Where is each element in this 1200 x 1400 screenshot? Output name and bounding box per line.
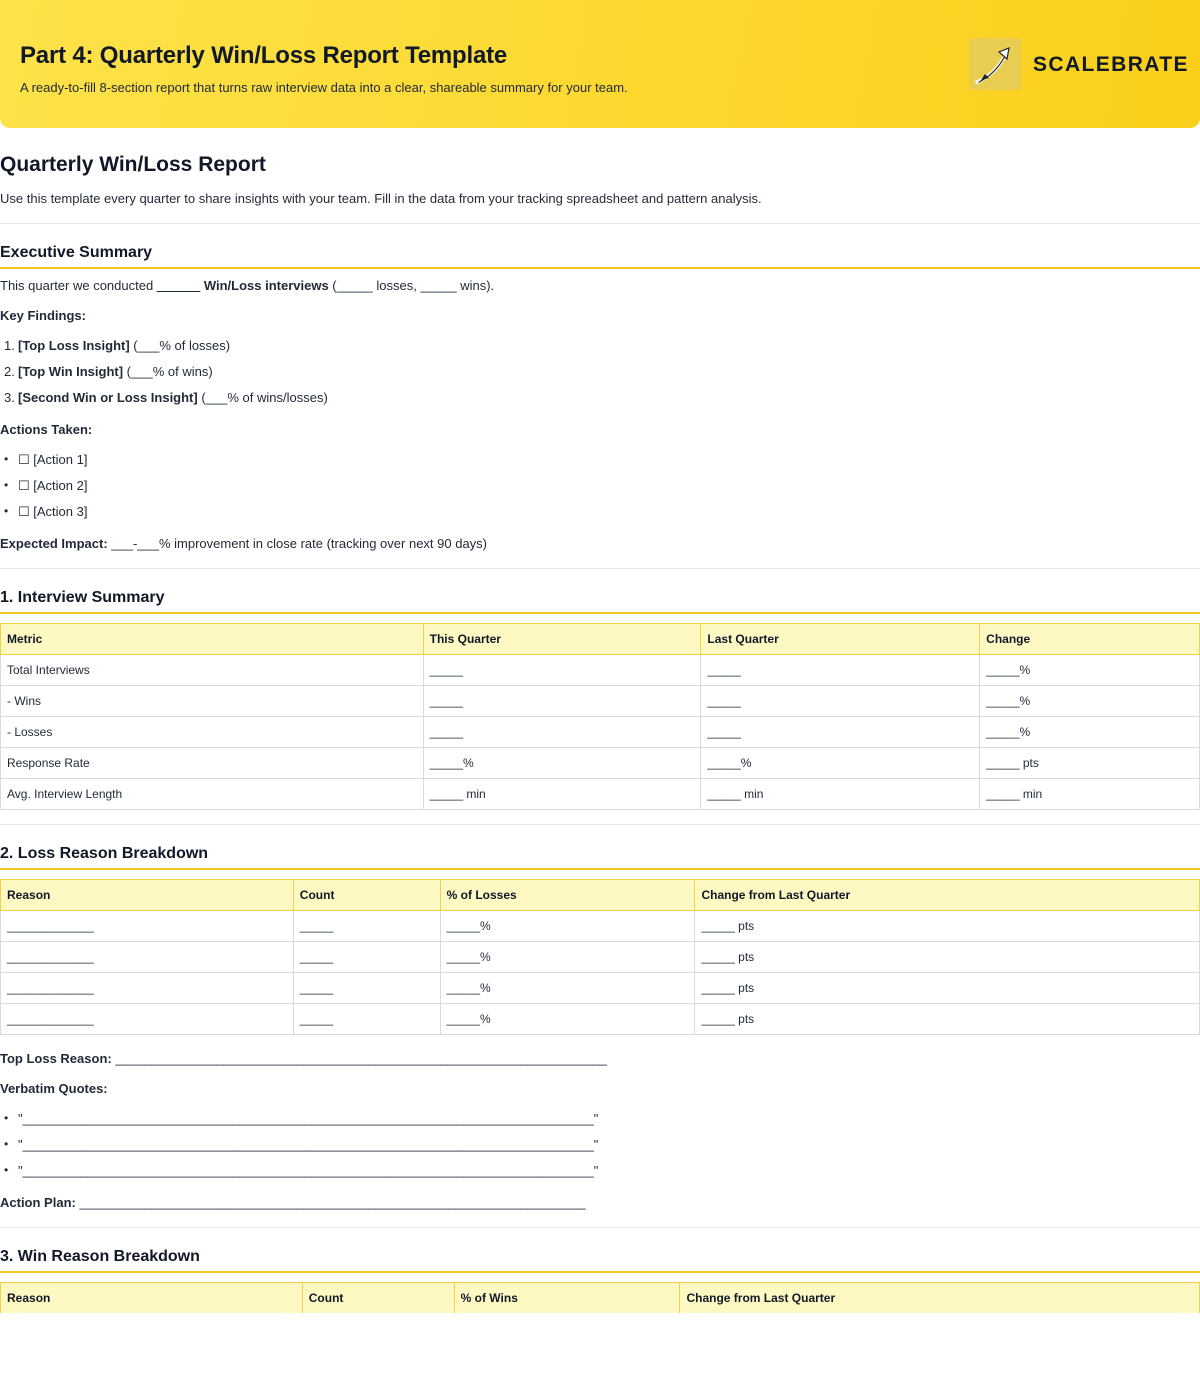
table-cell: _____ xyxy=(701,717,980,748)
action-checkbox-item[interactable]: ☐ [Action 1] xyxy=(18,452,88,467)
loss-reason-table xyxy=(0,879,1200,1035)
table-cell: _____ pts xyxy=(980,748,1200,779)
table-cell: _____ min xyxy=(423,779,701,810)
table-cell: _____ xyxy=(701,686,980,717)
table-row xyxy=(1,911,1200,942)
verbatim-quotes-label: Verbatim Quotes: xyxy=(0,1081,108,1096)
column-header: % of Wins xyxy=(454,1283,680,1314)
column-header: Count xyxy=(293,880,440,911)
table-row xyxy=(1,717,1200,748)
table-cell: Total Interviews xyxy=(1,655,424,686)
table-row xyxy=(1,973,1200,1004)
list-item: 2. [Top Win Insight] (___% of wins) xyxy=(4,364,213,379)
win-reason-table xyxy=(0,1282,1200,1313)
column-header: Last Quarter xyxy=(701,624,980,655)
actions-taken-label: Actions Taken: xyxy=(0,422,93,437)
list-item xyxy=(0,452,87,468)
win-reason-heading: 3. Win Reason Breakdown xyxy=(0,1248,200,1265)
table-row xyxy=(1,779,1200,810)
win-reason-table-clip xyxy=(0,1282,1200,1313)
banner-title: Part 4: Quarterly Win/Loss Report Template xyxy=(20,42,508,69)
table-cell: _____% xyxy=(980,655,1200,686)
interview-count-line: This quarter we conducted ______ Win/Loss interviews (_____ losses, _____ wins). xyxy=(0,278,495,293)
section-rule xyxy=(0,267,1200,269)
table-cell: _____% xyxy=(440,911,695,942)
table-row xyxy=(1,748,1200,779)
column-header: Reason xyxy=(1,1283,303,1314)
table-cell: _____% xyxy=(440,942,695,973)
table-cell: _____ pts xyxy=(695,911,1200,942)
list-item xyxy=(0,504,87,520)
interview-summary-heading: 1. Interview Summary xyxy=(0,589,165,606)
divider xyxy=(0,824,1200,825)
banner-subtitle: A ready-to-fill 8-section report that turns raw interview data into a clear, shareable summary for your team. xyxy=(20,80,628,95)
table-cell: _____% xyxy=(440,973,695,1004)
list-item: • "_______________________________________________________________________________" xyxy=(4,1111,599,1126)
bullet-icon: • xyxy=(4,504,9,518)
table-header-row xyxy=(1,624,1200,655)
brand-name: SCALEBRATE xyxy=(1033,53,1189,76)
table-cell: _____ xyxy=(293,973,440,1004)
table-cell: _____ xyxy=(423,686,701,717)
table-cell: _____% xyxy=(980,686,1200,717)
table-cell: - Wins xyxy=(1,686,424,717)
table-cell: _____ xyxy=(293,911,440,942)
column-header: Metric xyxy=(1,624,424,655)
table-cell: _____% xyxy=(701,748,980,779)
action-checkbox-item[interactable]: ☐ [Action 2] xyxy=(18,478,88,493)
table-cell: _____ pts xyxy=(695,973,1200,1004)
top-loss-reason-line: Top Loss Reason: ____________________________________________________________________ xyxy=(0,1051,607,1066)
interview-summary-table xyxy=(0,623,1200,810)
table-cell: _____ min xyxy=(980,779,1200,810)
table-row xyxy=(1,942,1200,973)
bullet-icon: • xyxy=(4,1163,9,1177)
table-cell: _____% xyxy=(423,748,701,779)
table-cell: _____________ xyxy=(1,911,294,942)
table-row xyxy=(1,686,1200,717)
page-description: Use this template every quarter to share insights with your team. Fill in the data from your tracking spreadsheet and pattern analysis. xyxy=(0,191,762,206)
table-cell: - Losses xyxy=(1,717,424,748)
column-header: Change from Last Quarter xyxy=(680,1283,1200,1314)
table-cell: Response Rate xyxy=(1,748,424,779)
table-cell: _____% xyxy=(440,1004,695,1035)
section-rule xyxy=(0,868,1200,870)
list-item: • "_______________________________________________________________________________" xyxy=(4,1163,599,1178)
table-cell: _____ xyxy=(423,655,701,686)
table-cell: _____________ xyxy=(1,1004,294,1035)
list-item xyxy=(0,478,87,494)
column-header: Change xyxy=(980,624,1200,655)
table-row xyxy=(1,1004,1200,1035)
page-title: Quarterly Win/Loss Report xyxy=(0,153,266,176)
table-cell: _____ pts xyxy=(695,942,1200,973)
column-header: Change from Last Quarter xyxy=(695,880,1200,911)
table-cell: _____________ xyxy=(1,942,294,973)
interview-count-blank: ______ xyxy=(156,278,201,293)
table-cell: _____ xyxy=(293,942,440,973)
list-item: 1. [Top Loss Insight] (___% of losses) xyxy=(4,338,231,353)
table-cell: _____ pts xyxy=(695,1004,1200,1035)
column-header: This Quarter xyxy=(423,624,701,655)
action-plan-line: Action Plan: ______________________________________________________________________ xyxy=(0,1195,586,1210)
column-header: Count xyxy=(302,1283,454,1314)
table-row xyxy=(1,655,1200,686)
table-cell: Avg. Interview Length xyxy=(1,779,424,810)
table-cell: _____ xyxy=(293,1004,440,1035)
table-header-row xyxy=(1,1283,1200,1314)
table-cell: _____ xyxy=(423,717,701,748)
column-header: Reason xyxy=(1,880,294,911)
bullet-icon: • xyxy=(4,478,9,492)
loss-reason-heading: 2. Loss Reason Breakdown xyxy=(0,845,209,862)
table-cell: _____ xyxy=(701,655,980,686)
divider xyxy=(0,223,1200,224)
table-cell: _____ min xyxy=(701,779,980,810)
column-header: % of Losses xyxy=(440,880,695,911)
bullet-icon: • xyxy=(4,1137,9,1151)
rocket-arrow-icon xyxy=(969,38,1021,90)
executive-summary-heading: Executive Summary xyxy=(0,244,153,261)
section-rule xyxy=(0,612,1200,614)
action-checkbox-item[interactable]: ☐ [Action 3] xyxy=(18,504,88,519)
table-header-row xyxy=(1,880,1200,911)
divider xyxy=(0,568,1200,569)
divider xyxy=(0,1227,1200,1228)
bullet-icon: • xyxy=(4,452,9,466)
expected-impact-line: Expected Impact: ___-___% improvement in close rate (tracking over next 90 days) xyxy=(0,536,488,551)
section-rule xyxy=(0,1271,1200,1273)
key-findings-label: Key Findings: xyxy=(0,308,86,323)
table-cell: _____________ xyxy=(1,973,294,1004)
list-item: • "_______________________________________________________________________________" xyxy=(4,1137,599,1152)
table-cell: _____% xyxy=(980,717,1200,748)
list-item: 3. [Second Win or Loss Insight] (___% of wins/losses) xyxy=(4,390,328,405)
bullet-icon: • xyxy=(4,1111,9,1125)
header-banner xyxy=(0,0,1200,128)
